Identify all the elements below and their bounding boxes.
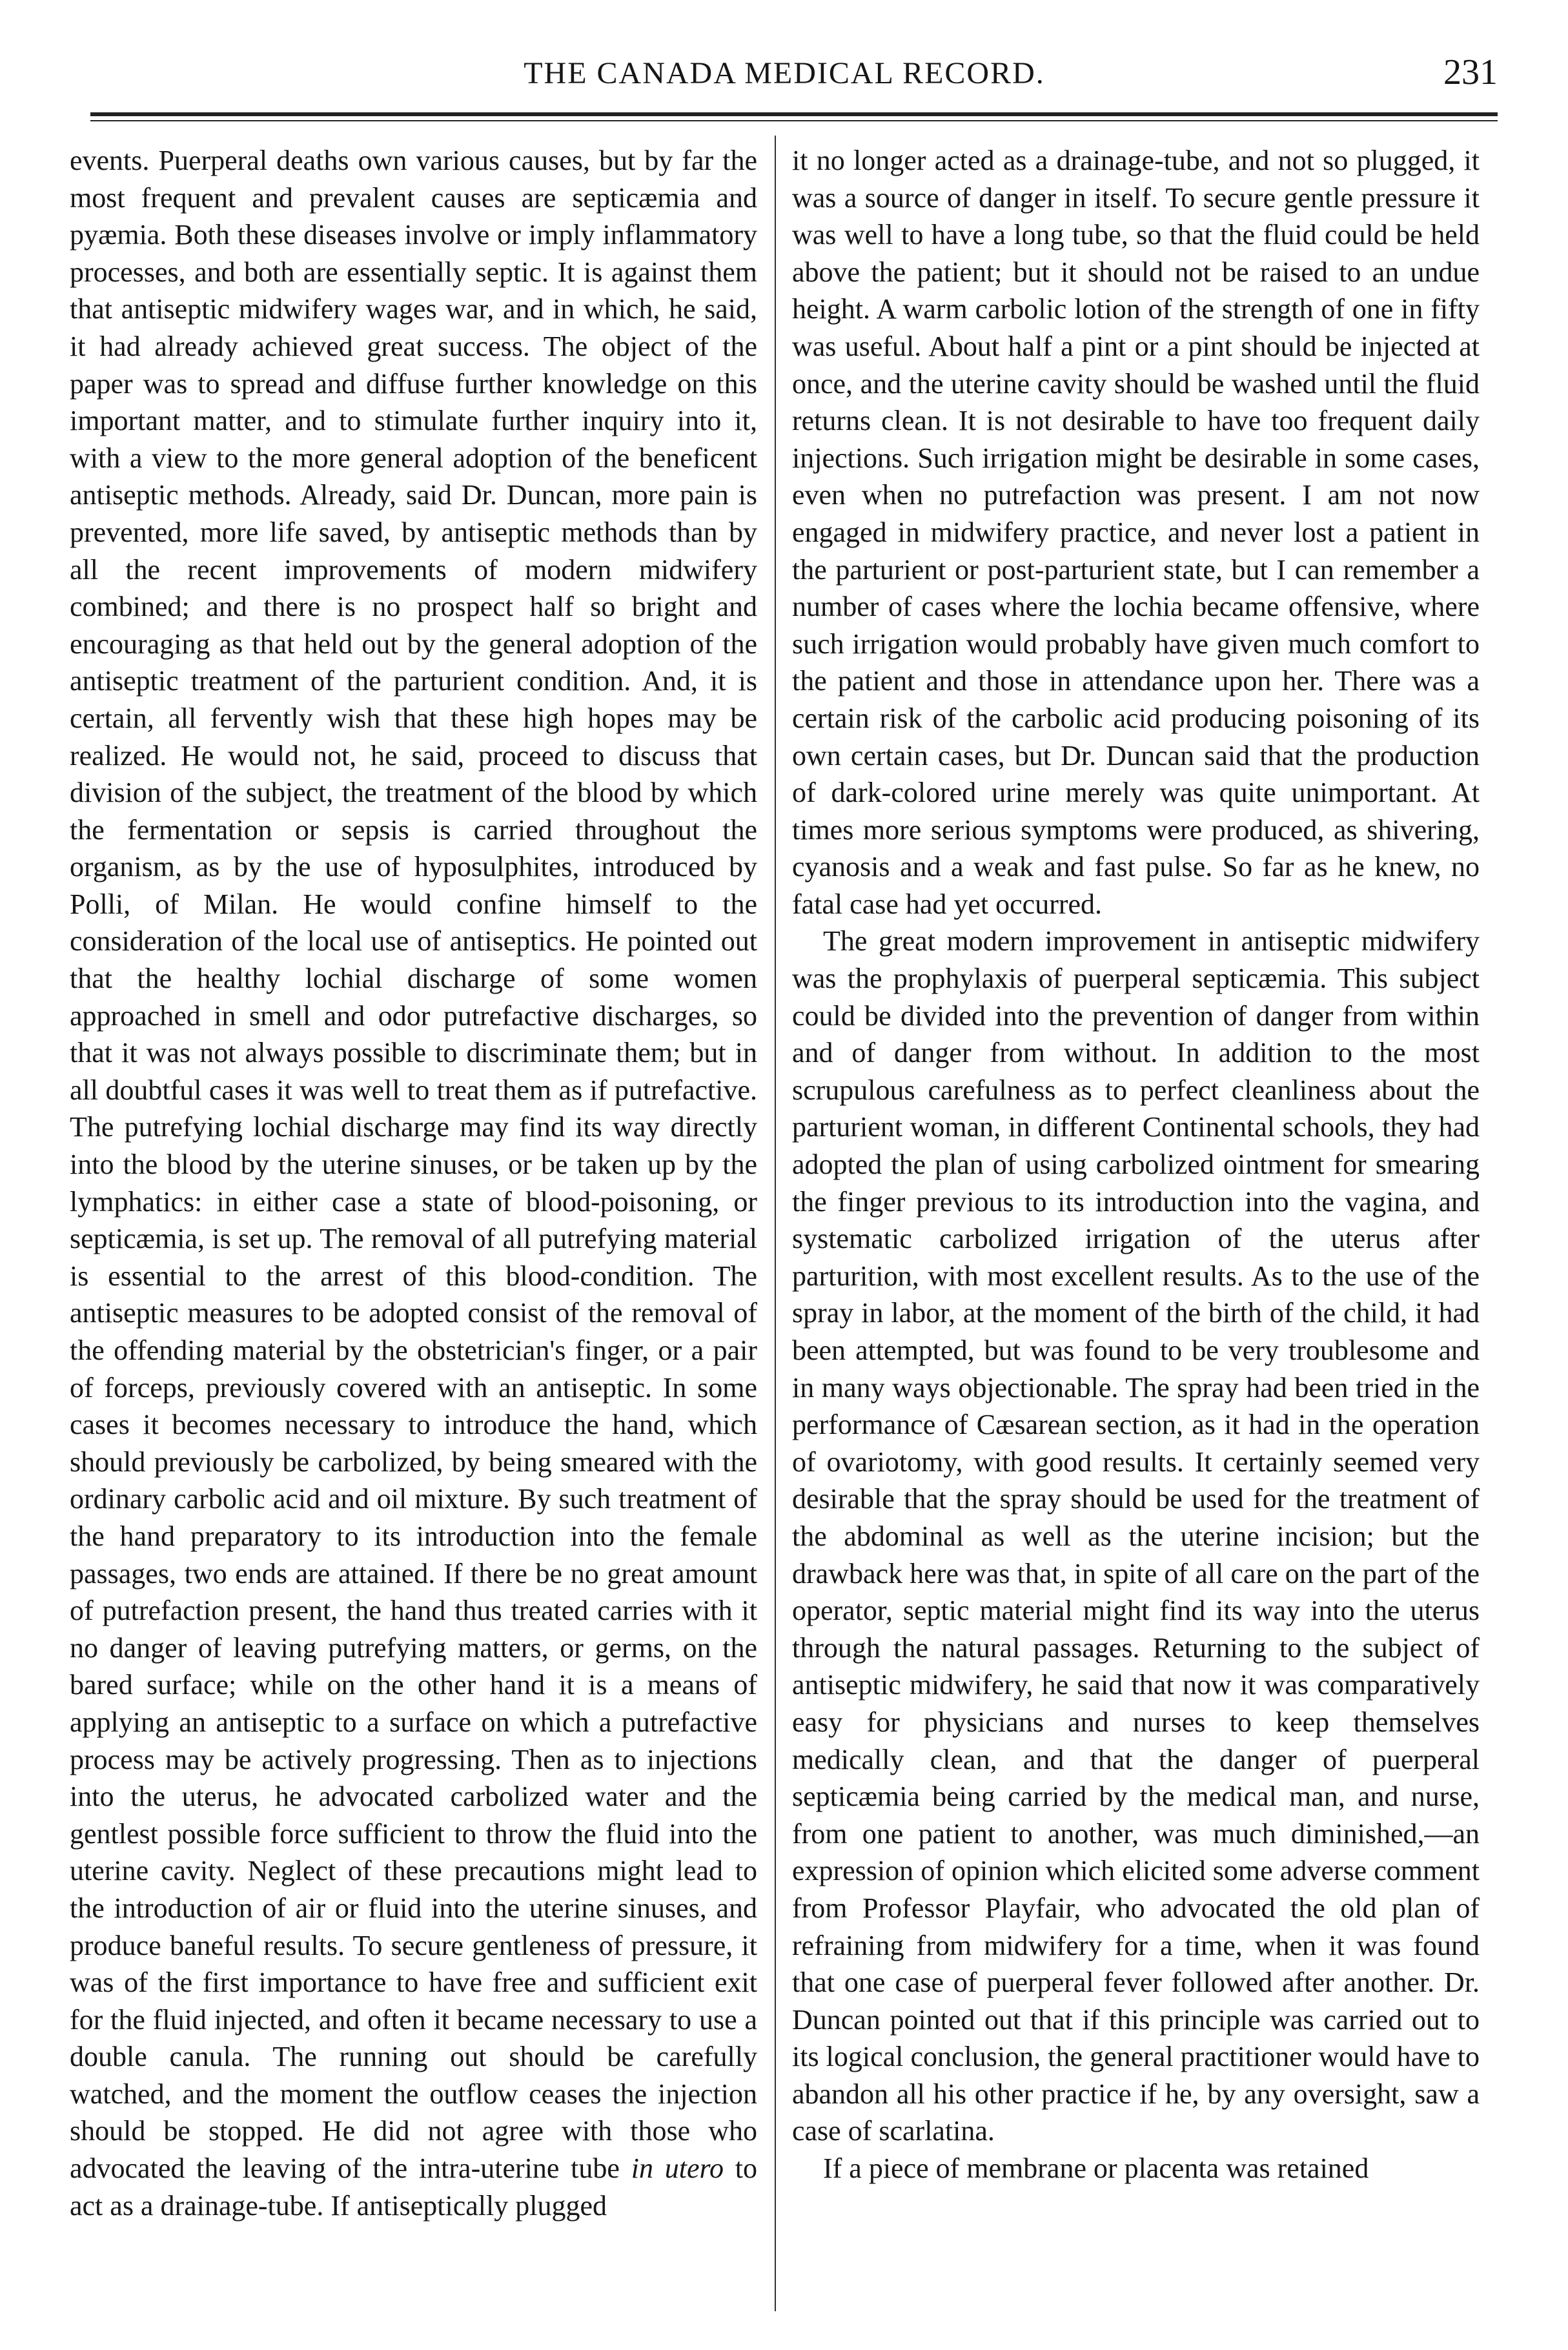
left-column	[70, 142, 757, 2318]
running-head	[71, 52, 1498, 103]
column-divider	[775, 136, 776, 2311]
left-paragraph-1-tail: to act as a drainage-tube. If antiseptically plugged	[70, 2152, 757, 2222]
header-rule-thick	[90, 112, 1498, 116]
right-paragraph-2: The great modern improvement in antiseptic midwifery was the prophylaxis of puerperal septicæmia. This subject could be divided into the prevention of danger from within and of danger from without. In addition to the most scrupulous carefulness as to perfect cleanliness about the parturient woman, in different Continental schools, they had adopted the plan of using carbolized ointment for smearing the finger previous to its introduction into the vagina, and systematic carbolized irrigation of the uterus after parturition, with most excellent results. As to the use of the spray in labor, at the moment of the birth of the child, it had been attempted, but was found to be very troublesome and in many ways objectionable. The spray had been tried in the performance of Cæsarean section, as it had in the operation of ovariotomy, with good results. It certainly seemed very desirable that the spray should be used for the treatment of the abdominal as well as the uterine incision; but the drawback here was that, in spite of all care on the part of the operator, septic material might find its way into the uterus through the natural passages. Returning to the subject of antiseptic midwifery, he said that now it was comparatively easy for physicians and nurses to keep themselves medically clean, and that the danger of puerperal septicæmia being carried by the medical man, and nurse, from one patient to another, was much diminished,—an expression of opinion which elicited some adverse comment from Professor Playfair, who advocated the old plan of refraining from midwifery for a time, when it was found that one case of puerperal fever followed after another. Dr. Duncan pointed out that if this principle was carried out to its logical conclusion, the general practitioner would have to abandon all his other practice if he, by any oversight, saw a case of scarlatina.	[792, 925, 1480, 2147]
right-column	[792, 142, 1480, 2318]
journal-title: THE CANADA MEDICAL RECORD.	[524, 56, 1045, 90]
right-paragraph-3: If a piece of membrane or placenta was retained	[823, 2152, 1369, 2185]
header-rule-thin	[90, 120, 1498, 121]
italic-phrase: in utero	[631, 2152, 724, 2185]
page-number: 231	[1443, 52, 1498, 92]
left-paragraph-1-text: events. Puerperal deaths own various causes, but by far the most frequent and prevalent causes are septicæmia and pyæmia. Both these diseases involve or imply inflammatory processes, and both are essentially septic. It is against them that antiseptic midwifery wages war, and in which, he said, it had already achieved great success. The object of the paper was to spread and diffuse further knowledge on this important matter, and to stimulate further inquiry into it, with a view to the more general adoption of the beneficent antiseptic methods. Already, said Dr. Duncan, more pain is prevented, more life saved, by antiseptic methods than by all the recent improvements of modern midwifery combined; and there is no prospect half so bright and encouraging as that held out by the general adoption of the antiseptic treatment of the parturient condition. And, it is certain, all fervently wish that these high hopes may be realized. He would not, he said, proceed to discuss that division of the subject, the treatment of the blood by which the fermentation or sepsis is carried throughout the organism, as by the use of hyposulphites, introduced by Polli, of Milan. He would confine himself to the consideration of the local use of antiseptics. He pointed out that the healthy lochial discharge of some women approached in smell and odor putrefactive discharges, so that it was not always possible to discriminate them; but in all doubtful cases it was well to treat them as if putrefactive. The putrefying lochial discharge may find its way directly into the blood by the uterine sinuses, or be taken up by the lymphatics: in either case a state of blood-poisoning, or septicæmia, is set up. The removal of all putrefying material is essential to the arrest of this blood-condition. The antiseptic measures to be adopted consist of the removal of the offending material by the obstetrician's finger, or a pair of forceps, previously covered with an antiseptic. In some cases it becomes necessary to introduce the hand, which should previously be carbolized, by being smeared with the ordinary carbolic acid and oil mixture. By such treatment of the hand preparatory to its introduction into the female passages, two ends are attained. If there be no great amount of putrefaction present, the hand thus treated carries with it no danger of leaving putrefying matters, or germs, on the bared surface; while on the other hand it is a means of applying an antiseptic to a surface on which a putrefactive process may be actively progressing. Then as to injections into the uterus, he advocated carbolized water and the gentlest possible force sufficient to throw the fluid into the uterine cavity. Neglect of these precautions might lead to the introduction of air or fluid into the uterine sinuses, and produce baneful results. To secure gentleness of pressure, it was of the first importance to have free and sufficient exit for the fluid injected, and often it became necessary to use a double canula. The running out should be carefully watched, and the moment the outflow ceases the injection should be stopped. He did not agree with those who advocated the leaving of the intra-uterine tube	[70, 145, 757, 2185]
right-paragraph-1: it no longer acted as a drainage-tube, and not so plugged, it was a source of danger in itself. To secure gentle pressure it was well to have a long tube, so that the fluid could be held above the patient; but it should not be raised to an undue height. A warm carbolic lotion of the strength of one in fifty was useful. About half a pint or a pint should be injected at once, and the uterine cavity should be washed until the fluid returns clean. It is not desirable to have too frequent daily injections. Such irrigation might be desirable in some cases, even when no putrefaction was present. I am not now engaged in midwifery practice, and never lost a patient in the parturient or post-parturient state, but I can remember a number of cases where the lochia became offensive, where such irrigation would probably have given much comfort to the patient and those in attendance upon her. There was a certain risk of the carbolic acid producing poisoning of its own certain cases, but Dr. Duncan said that the production of dark-colored urine merely was quite unimportant. At times more serious symptoms were produced, as shivering, cyanosis and a weak and fast pulse. So far as he knew, no fatal case had yet occurred.	[792, 145, 1480, 920]
left-paragraph-1	[70, 142, 757, 2224]
